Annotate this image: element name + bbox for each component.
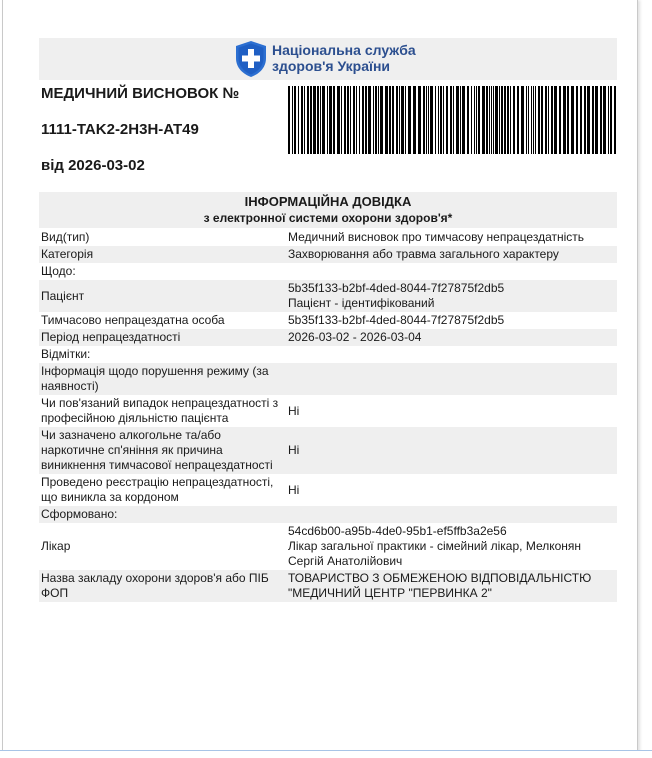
barcode-bar — [482, 86, 485, 154]
barcode-bar — [294, 86, 296, 154]
barcode-image — [288, 86, 618, 154]
barcode-bar — [428, 86, 429, 154]
barcode-bar — [365, 86, 367, 154]
barcode-bar — [333, 86, 335, 154]
barcode-bar — [405, 86, 406, 154]
barcode-bar — [595, 86, 598, 154]
barcode-bar — [476, 86, 477, 154]
detail-value: Ні — [286, 427, 617, 474]
detail-row — [39, 570, 617, 602]
barcode-bar — [528, 86, 529, 154]
barcode-bar — [521, 86, 524, 154]
document-number: 1111-TAK2-2H3H-AT49 — [41, 121, 199, 138]
barcode-bar — [535, 86, 536, 154]
barcode-bar — [292, 86, 293, 154]
detail-value: 2026-03-02 - 2026-03-04 — [286, 329, 617, 346]
detail-value — [286, 263, 617, 280]
barcode-bar — [538, 86, 540, 154]
detail-row — [39, 395, 617, 427]
barcode-bar — [344, 86, 346, 154]
barcode-bar — [471, 86, 472, 154]
detail-label: Проведено реєстрацію непрацездатності, що виникла за кордоном — [41, 475, 274, 504]
barcode-bar — [507, 86, 509, 154]
detail-label: Тимчасово непрацездатна особа — [41, 313, 225, 327]
barcode-bar — [413, 86, 416, 154]
barcode-bar — [462, 86, 465, 154]
detail-label: Лікар — [41, 539, 71, 553]
detail-row — [39, 523, 617, 570]
detail-row — [39, 363, 617, 395]
barcode-bar — [304, 86, 305, 154]
nszu-shield-logo-icon — [234, 40, 268, 78]
barcode-bar — [408, 86, 411, 154]
detail-value: 54cd6b00-a95b-4de0-95b1-ef5ffb3a2e56 Лікар загальної практики - сімейний лікар, Мелконян Сергій Анатолійович — [288, 524, 582, 568]
detail-row — [39, 474, 617, 506]
barcode-bar — [423, 86, 425, 154]
detail-label: Щодо: — [41, 264, 76, 278]
barcode-bar — [474, 86, 475, 154]
barcode-bar — [592, 86, 594, 154]
barcode-bar — [426, 86, 427, 154]
barcode-bar — [551, 86, 553, 154]
barcode-bar — [501, 86, 503, 154]
barcode-bar — [307, 86, 309, 154]
barcode-bar — [600, 86, 602, 154]
barcode-bar — [478, 86, 480, 154]
detail-label: Сформовано: — [39, 506, 286, 523]
detail-row — [39, 229, 617, 246]
info-subtitle: з електронної системи охорони здоров'я* — [203, 211, 453, 225]
barcode-bar — [567, 86, 569, 154]
barcode-bar — [356, 86, 357, 154]
barcode-bar — [548, 86, 549, 154]
barcode-bar — [320, 86, 321, 154]
barcode-bar — [380, 86, 383, 154]
detail-label: Назва закладу охорони здоров'я або ПІБ ФОП — [39, 570, 286, 602]
barcode-bar — [513, 86, 515, 154]
detail-row — [39, 329, 617, 346]
document-title: МЕДИЧНИЙ ВИСНОВОК № — [41, 85, 240, 102]
barcode-bar — [541, 86, 543, 154]
barcode-bar — [453, 86, 454, 154]
barcode-bar — [347, 86, 349, 154]
barcode-bar — [495, 86, 498, 154]
barcode-bar — [353, 86, 355, 154]
document-page — [2, 0, 638, 757]
detail-row — [39, 506, 617, 523]
info-title: ІНФОРМАЦІЙНА ДОВІДКА — [244, 194, 412, 209]
barcode-bar — [389, 86, 391, 154]
barcode-bar — [571, 86, 574, 154]
barcode-bar — [362, 86, 364, 154]
barcode-bar — [298, 86, 299, 154]
detail-row — [39, 263, 617, 280]
detail-label: Категорія — [39, 246, 286, 263]
barcode-bar — [375, 86, 377, 154]
barcode-bar — [559, 86, 561, 154]
barcode-bar — [440, 86, 442, 154]
barcode-bar — [329, 86, 332, 154]
barcode-bar — [554, 86, 557, 154]
barcode-bar — [504, 86, 506, 154]
barcode-bar — [486, 86, 488, 154]
barcode-bar — [399, 86, 400, 154]
barcode-bar — [603, 86, 606, 154]
detail-value: 5b35f133-b2bf-4ded-8044-7f27875f2db5 — [288, 313, 505, 327]
detail-label: Чи зазначено алкогольне та/або наркотичне сп'яніння як причина виникнення тимчасової непрацездатності — [39, 427, 286, 474]
barcode-bar — [430, 86, 433, 154]
detail-label: Вид(тип) — [41, 230, 90, 244]
nszu-logo-text — [272, 42, 416, 74]
detail-value: Ні — [288, 482, 300, 497]
barcode-bar — [531, 86, 532, 154]
barcode-bar — [396, 86, 398, 154]
barcode-bar — [533, 86, 534, 154]
barcode-bar — [580, 86, 582, 154]
info-reference-heading — [39, 192, 617, 228]
detail-label: Пацієнт — [39, 280, 286, 312]
barcode-bar — [489, 86, 490, 154]
barcode-bar — [337, 86, 340, 154]
detail-row — [39, 312, 617, 329]
barcode-bar — [587, 86, 590, 154]
barcode-bar — [322, 86, 325, 154]
barcode-bar — [491, 86, 492, 154]
barcode-bar — [493, 86, 494, 154]
detail-value: Захворювання або травма загального характеру — [286, 246, 617, 263]
document-date: від 2026-03-02 — [41, 157, 145, 174]
detail-value — [286, 363, 617, 395]
barcode-bar — [576, 86, 578, 154]
detail-value: 5b35f133-b2bf-4ded-8044-7f27875f2db5 Пацієнт - ідентифікований — [286, 280, 617, 312]
detail-value: Ні — [288, 403, 300, 418]
barcode-bar — [610, 86, 612, 154]
detail-label: Відмітки: — [41, 347, 91, 361]
detail-row — [39, 280, 617, 312]
barcode-bar — [563, 86, 566, 154]
detail-row — [39, 427, 617, 474]
barcode-bar — [341, 86, 342, 154]
barcode-bar — [608, 86, 609, 154]
detail-value — [286, 346, 617, 363]
barcode-bar — [499, 86, 500, 154]
document-title-block — [39, 83, 286, 187]
details-table — [39, 229, 617, 602]
barcode-bar — [313, 86, 316, 154]
barcode-bar — [288, 86, 290, 154]
barcode-bar — [456, 86, 459, 154]
barcode-bar — [401, 86, 404, 154]
org-name-line1: Національна служба — [272, 42, 416, 58]
barcode-bar — [435, 86, 436, 154]
barcode-bar — [443, 86, 444, 154]
nszu-header — [39, 38, 617, 80]
detail-label: Період непрацездатності — [39, 329, 286, 346]
detail-row — [39, 246, 617, 263]
barcode-bar — [510, 86, 511, 154]
detail-value — [286, 506, 617, 523]
barcode-bar — [467, 86, 469, 154]
barcode-bar — [526, 86, 527, 154]
detail-value: ТОВАРИСТВО З ОБМЕЖЕНОЮ ВІДПОВІДАЛЬНІСТЮ "МЕДИЧНИЙ ЦЕНТР "ПЕРВИНКА 2" — [286, 570, 617, 602]
barcode-bar — [350, 86, 351, 154]
barcode-bar — [378, 86, 379, 154]
barcode-bar — [368, 86, 371, 154]
barcode-bar — [385, 86, 388, 154]
barcode-bar — [438, 86, 439, 154]
barcode-bar — [373, 86, 374, 154]
barcode-bar — [450, 86, 452, 154]
detail-label: Чи пов'язаний випадок непрацездатності з професійною діяльністю пацієнта — [41, 396, 279, 425]
detail-value: Медичний висновок про тимчасову непрацездатність — [288, 230, 585, 244]
detail-label: Інформація щодо порушення режиму (за наявності) — [39, 363, 286, 395]
barcode-bar — [310, 86, 312, 154]
detail-row — [39, 346, 617, 363]
barcode-bar — [418, 86, 421, 154]
barcode-bar — [317, 86, 319, 154]
barcode-bar — [327, 86, 328, 154]
barcode-bar — [584, 86, 586, 154]
barcode-bar — [614, 86, 616, 154]
barcode-bar — [460, 86, 461, 154]
barcode-bar — [545, 86, 547, 154]
barcode-bar — [301, 86, 303, 154]
org-name-line2: здоров'я України — [272, 58, 391, 74]
barcode-bar — [517, 86, 519, 154]
barcode-bar — [446, 86, 448, 154]
barcode-bar — [392, 86, 394, 154]
barcode-bar — [359, 86, 360, 154]
